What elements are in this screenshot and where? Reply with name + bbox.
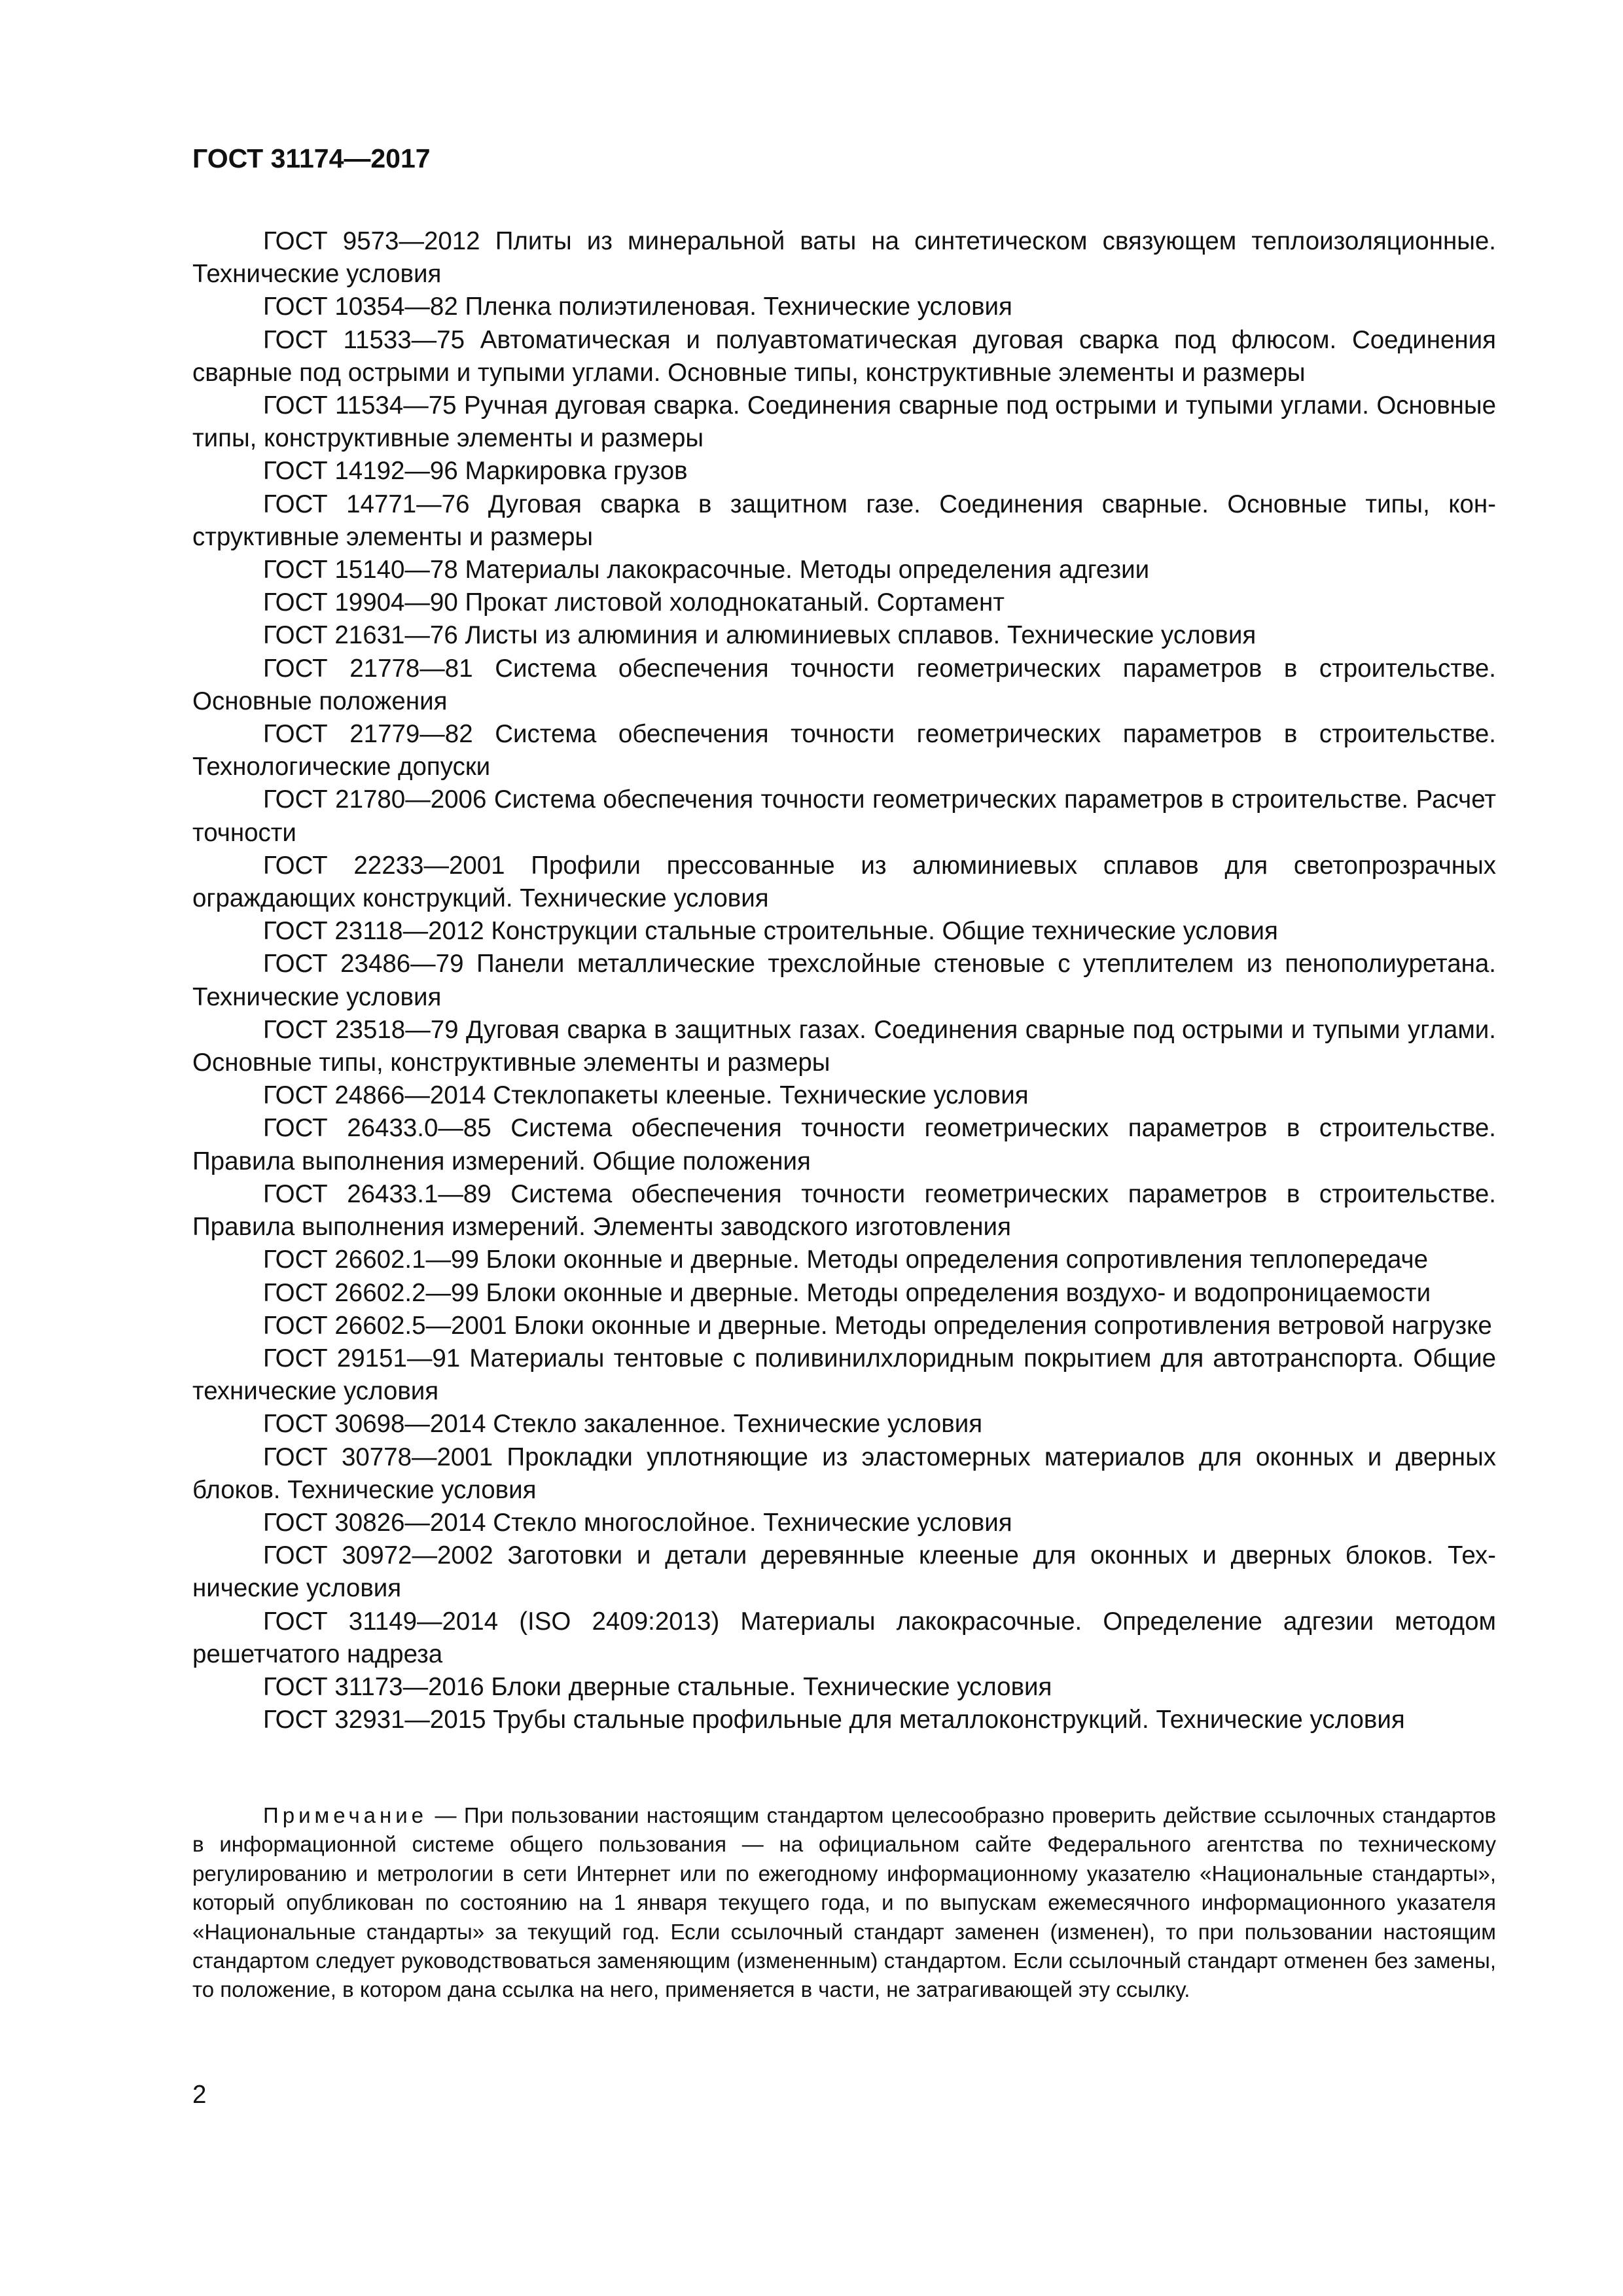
reference-item: ГОСТ 9573—2012 Плиты из минеральной ваты на синтетическом связующем теплоизоляционные. Технические условия bbox=[192, 227, 1496, 289]
reference-item: ГОСТ 19904—90 Прокат листовой холоднокатаный. Сортамент bbox=[263, 588, 1005, 617]
reference-item: ГОСТ 26602.1—99 Блоки оконные и дверные. Методы определения сопротивления теплопередаче bbox=[263, 1246, 1428, 1274]
reference-item: ГОСТ 14771—76 Дуговая сварка в защитном газе. Соединения сварные. Основные типы, конструктивные элементы и размеры bbox=[192, 490, 1496, 551]
note-text: — При пользовании настоящим стандартом целесообразно проверить действие ссылочных стандартов в информационной системе общего пользования — на официальном сайте Федерального агентства по техническому регулированию и метрологии в сети Интернет или по ежегодному информационному указателю «Национальные стандарты», который опубликован по состоянию на 1 января текущего года, и по выпускам ежемесячного информационного указателя «Национальные стандарты» за текущий год. Если ссылочный стандарт заменен (изменен), то при пользовании настоящим стандартом следует руководствоваться заменяющим (измененным) стандартом. Если ссылочный стандарт отменен без замены, то положение, в котором дана ссылка на него, применяется в части, не затрагивающей эту ссылку. bbox=[192, 1803, 1496, 2002]
reference-item: ГОСТ 10354—82 Пленка полиэтиленовая. Технические условия bbox=[263, 293, 1012, 321]
normative-references-list bbox=[192, 225, 1496, 1736]
reference-item: ГОСТ 14192—96 Маркировка грузов bbox=[263, 457, 688, 486]
reference-item: ГОСТ 29151—91 Материалы тентовые с поливинилхлоридным покрытием для автотранспорта. Общие технические условия bbox=[192, 1344, 1496, 1406]
reference-item: ГОСТ 11534—75 Ручная дуговая сварка. Соединения сварные под острыми и тупыми углами. Основные типы, конструктивные элементы и размеры bbox=[192, 391, 1496, 453]
reference-item: ГОСТ 26433.1—89 Система обеспечения точности геометрических параметров в строительстве. Правила выполнения измерений. Элементы заводского изготовления bbox=[192, 1179, 1496, 1242]
reference-item: ГОСТ 26433.0—85 Система обеспечения точности геометрических параметров в строительстве. Правила выполнения измерений. Общие положения bbox=[192, 1114, 1496, 1175]
reference-item: ГОСТ 23518—79 Дуговая сварка в защитных газах. Соединения сварные под острыми и тупыми углами. Основные типы, конструктивные элементы и размеры bbox=[192, 1015, 1496, 1077]
reference-item: ГОСТ 21631—76 Листы из алюминия и алюминиевых сплавов. Технические условия bbox=[263, 621, 1257, 650]
document-code-header: ГОСТ 31174—2017 bbox=[192, 143, 431, 173]
reference-item: ГОСТ 23118—2012 Конструкции стальные строительные. Общие технические условия bbox=[263, 917, 1278, 946]
reference-item: ГОСТ 30698—2014 Стекло закаленное. Технические условия bbox=[263, 1410, 983, 1439]
reference-item: ГОСТ 24866—2014 Стеклопакеты клееные. Технические условия bbox=[263, 1081, 1029, 1110]
note-label: Примечание bbox=[263, 1803, 428, 1827]
reference-item: ГОСТ 21778—81 Система обеспечения точности геометрических параметров в строительстве. Основные положения bbox=[192, 654, 1496, 715]
reference-item: ГОСТ 15140—78 Материалы лакокрасочные. Методы определения адгезии bbox=[263, 556, 1150, 584]
reference-item: ГОСТ 30972—2002 Заготовки и детали деревянные клееные для оконных и дверных блоков. Технические условия bbox=[192, 1541, 1496, 1603]
reference-item: ГОСТ 32931—2015 Трубы стальные профильные для металлоконструкций. Технические условия bbox=[263, 1706, 1405, 1734]
reference-item: ГОСТ 21780—2006 Система обеспечения точности геометрических параметров в строительстве. Расчет точности bbox=[192, 785, 1496, 847]
reference-item: ГОСТ 11533—75 Автоматическая и полуавтоматическая дуговая сварка под флюсом. Соединения сварные под острыми и тупыми углами. Основные типы, конструктивные элементы и размеры bbox=[192, 325, 1496, 387]
reference-item: ГОСТ 31149—2014 (ISO 2409:2013) Материалы лакокрасочные. Определение адгезии методом решетчатого надреза bbox=[192, 1607, 1496, 1668]
reference-item: ГОСТ 30778—2001 Прокладки уплотняющие из эластомерных материалов для оконных и дверных блоков. Технические условия bbox=[192, 1443, 1496, 1504]
note-paragraph bbox=[192, 1801, 1496, 2005]
page-number: 2 bbox=[192, 2081, 207, 2109]
reference-item: ГОСТ 21779—82 Система обеспечения точности геометрических параметров в строительстве. Технологические допуски bbox=[192, 720, 1496, 781]
reference-item: ГОСТ 31173—2016 Блоки дверные стальные. Технические условия bbox=[263, 1672, 1052, 1701]
reference-item: ГОСТ 26602.2—99 Блоки оконные и дверные. Методы определения воздухо- и водопроницаемости bbox=[263, 1278, 1431, 1307]
reference-item: ГОСТ 30826—2014 Стекло многослойное. Технические условия bbox=[263, 1508, 1012, 1537]
reference-item: ГОСТ 22233—2001 Профили прессованные из алюминиевых сплавов для светопрозрачных ограждающих конструкций. Технические условия bbox=[192, 851, 1496, 913]
reference-item: ГОСТ 23486—79 Панели металлические трехслойные стеновые с утеплителем из пенополиуретана. Технические условия bbox=[192, 950, 1496, 1011]
reference-item: ГОСТ 26602.5—2001 Блоки оконные и дверные. Методы определения сопротивления ветровой нагрузке bbox=[263, 1311, 1492, 1340]
